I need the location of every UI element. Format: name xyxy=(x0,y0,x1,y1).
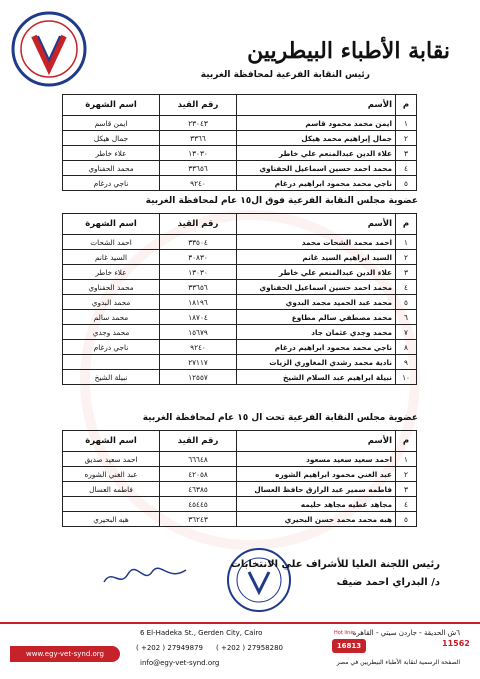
hotline-label: Hot line xyxy=(334,630,354,636)
phone-2: ( +202 ) 27958280 xyxy=(216,644,283,652)
row-index: ٩ xyxy=(396,355,417,370)
row-index: ٤ xyxy=(396,280,417,295)
member-name: محمد احمد حسين اسماعيل الحفناوي xyxy=(237,280,396,295)
registration-number: ٤٢٠٥٨ xyxy=(160,467,237,482)
table-row xyxy=(63,280,417,295)
hotline-badge: 16813 xyxy=(332,639,366,653)
col-number: رقم القيد xyxy=(160,214,237,235)
table-row xyxy=(63,340,417,355)
col-fame: اسم الشهرة xyxy=(63,95,160,116)
col-fame: اسم الشهرة xyxy=(63,431,160,452)
row-index: ٥ xyxy=(396,176,417,191)
members-table-2 xyxy=(62,213,417,385)
member-name: احمد محمد الشحات محمد xyxy=(237,235,396,250)
known-as-name: علاء خاطر xyxy=(63,265,160,280)
registration-number: ٢٧١١٧ xyxy=(160,355,237,370)
known-as-name: محمد سالم xyxy=(63,310,160,325)
handwritten-signature xyxy=(100,564,190,590)
table-row xyxy=(63,161,417,176)
known-as-name xyxy=(63,497,160,512)
members-table-1 xyxy=(62,94,417,191)
signature-name: د/ البدراي احمد ضيف xyxy=(336,577,440,588)
member-name: السيد ابراهيم السيد غانم xyxy=(237,250,396,265)
col-number: رقم القيد xyxy=(160,431,237,452)
row-index: ٢ xyxy=(396,467,417,482)
registration-number: ٣٣٥٠٤ xyxy=(160,235,237,250)
table-row xyxy=(63,295,417,310)
table-row xyxy=(63,146,417,161)
row-index: ٦ xyxy=(396,310,417,325)
col-idx: م xyxy=(396,95,417,116)
row-index: ٥ xyxy=(396,512,417,527)
row-index: ٨ xyxy=(396,340,417,355)
facebook-page-text: الصفحة الرسمية لنقابة الأطباء البيطريين في مصر xyxy=(336,659,460,666)
row-index: ١٠ xyxy=(396,370,417,385)
row-index: ٢ xyxy=(396,250,417,265)
registration-number: ١٢٥٥٧ xyxy=(160,370,237,385)
member-name: فاطمه سمير عبد الرازق حافظ العسال xyxy=(237,482,396,497)
table-row xyxy=(63,467,417,482)
website-link[interactable]: www.egy-vet-synd.org xyxy=(10,646,120,662)
known-as-name xyxy=(63,355,160,370)
known-as-name: محمد البدوي xyxy=(63,295,160,310)
registration-number: ١٨١٩٦ xyxy=(160,295,237,310)
member-name: محمد مصطفي سالم مطاوع xyxy=(237,310,396,325)
col-fame: اسم الشهرة xyxy=(63,214,160,235)
letterhead xyxy=(0,0,480,92)
registration-number: ١٣٠٣٠ xyxy=(160,265,237,280)
facebook-number: 11562 xyxy=(442,639,470,648)
col-idx: م xyxy=(396,431,417,452)
row-index: ٤ xyxy=(396,497,417,512)
col-name: الأسم xyxy=(237,214,396,235)
table-row xyxy=(63,265,417,280)
known-as-name: احمد الشحات xyxy=(63,235,160,250)
known-as-name: جمال هيكل xyxy=(63,131,160,146)
table-row xyxy=(63,355,417,370)
col-number: رقم القيد xyxy=(160,95,237,116)
org-name: نقابة الأطباء البيطريين xyxy=(247,38,450,64)
row-index: ٣ xyxy=(396,482,417,497)
member-name: عبد الغني محمود ابراهيم الشوره xyxy=(237,467,396,482)
table-row xyxy=(63,176,417,191)
member-name: علاء الدين عبدالمنعم علي خاطر xyxy=(237,265,396,280)
signature-title: رئيس اللجنة العليا للأشراف علي الانتخابات xyxy=(230,559,440,570)
members-table-3 xyxy=(62,430,417,527)
known-as-name: احمد سعيد صديق xyxy=(63,452,160,467)
registration-number: ٣٦٢٤٣ xyxy=(160,512,237,527)
known-as-name: علاء خاطر xyxy=(63,146,160,161)
known-as-name: عبد الغني الشوره xyxy=(63,467,160,482)
known-as-name: ايمن قاسم xyxy=(63,116,160,131)
registration-number: ٣٣٦٥٦ xyxy=(160,161,237,176)
signature-block xyxy=(231,556,440,592)
row-index: ٧ xyxy=(396,325,417,340)
row-index: ١ xyxy=(396,235,417,250)
table-row xyxy=(63,370,417,385)
registration-number: ١٨٧٠٤ xyxy=(160,310,237,325)
table-row xyxy=(63,325,417,340)
table-row xyxy=(63,131,417,146)
table-row xyxy=(63,512,417,527)
row-index: ٤ xyxy=(396,161,417,176)
member-name: هبه محمد محمد حسن البحيري xyxy=(237,512,396,527)
col-name: الأسم xyxy=(237,95,396,116)
registration-number: ٣٣٦٦ xyxy=(160,131,237,146)
registration-number: ٤٥٤٤٥ xyxy=(160,497,237,512)
address-en: 6 El-Hadeka St., Gerden City, Cairo xyxy=(140,629,263,637)
phone-1: ( +202 ) 27949879 xyxy=(136,644,203,652)
table-row xyxy=(63,482,417,497)
row-index: ٢ xyxy=(396,131,417,146)
table-row xyxy=(63,497,417,512)
table-row xyxy=(63,235,417,250)
known-as-name: محمد الحفناوي xyxy=(63,280,160,295)
registration-number: ٢٣٠٤٣ xyxy=(160,116,237,131)
member-name: ايمن محمد محمود قاسم xyxy=(237,116,396,131)
member-name: ناجي محمد محمود ابراهيم درغام xyxy=(237,340,396,355)
address-ar: ٦ش الحديقة - جاردن سيتي - القاهرة xyxy=(352,629,460,637)
member-name: مجاهد عطيه مجاهد حليمه xyxy=(237,497,396,512)
org-subtitle: رئيس النقابة الفرعية لمحافظة الغربية xyxy=(200,70,370,80)
known-as-name: محمد وجدي xyxy=(63,325,160,340)
registration-number: ١٥٦٧٩ xyxy=(160,325,237,340)
syndicate-logo xyxy=(10,10,88,88)
member-name: محمد احمد حسين اسماعيل الحفناوي xyxy=(237,161,396,176)
registration-number: ٤٦٣٨٥ xyxy=(160,482,237,497)
row-index: ٣ xyxy=(396,265,417,280)
known-as-name: ناجي درغام xyxy=(63,340,160,355)
row-index: ٣ xyxy=(396,146,417,161)
section-title-3: عضوية مجلس النقابة الفرعية تحت ال ١٥ عام لمحافظة الغربية xyxy=(142,413,418,423)
table-row xyxy=(63,310,417,325)
member-name: محمد عبد الحميد محمد البدوي xyxy=(237,295,396,310)
registration-number: ٦٦٦٤٨ xyxy=(160,452,237,467)
known-as-name: نبيلة الشيخ xyxy=(63,370,160,385)
member-name: نبيلة ابراهيم عبد السلام الشيخ xyxy=(237,370,396,385)
member-name: محمد وجدي عثمان جاد xyxy=(237,325,396,340)
known-as-name: هبه البحيري xyxy=(63,512,160,527)
registration-number: ٩٢٤٠ xyxy=(160,176,237,191)
member-name: احمد سعيد سعيد مسعود xyxy=(237,452,396,467)
registration-number: ٩٢٤٠ xyxy=(160,340,237,355)
member-name: ناجي محمد محمود ابراهيم درغام xyxy=(237,176,396,191)
row-index: ١ xyxy=(396,116,417,131)
known-as-name: محمد الحفناوي xyxy=(63,161,160,176)
row-index: ١ xyxy=(396,452,417,467)
col-name: الأسم xyxy=(237,431,396,452)
email[interactable]: info@egy-vet-synd.org xyxy=(140,659,220,667)
col-idx: م xyxy=(396,214,417,235)
table-row xyxy=(63,452,417,467)
member-name: نادية محمد رشدي المغاوري الزيات xyxy=(237,355,396,370)
member-name: جمال إبراهيم محمد هيكل xyxy=(237,131,396,146)
footer-divider xyxy=(0,622,480,624)
known-as-name: ناجي درغام xyxy=(63,176,160,191)
known-as-name: السيد غانم xyxy=(63,250,160,265)
table-row xyxy=(63,250,417,265)
table-row xyxy=(63,116,417,131)
registration-number: ٣٣٦٥٦ xyxy=(160,280,237,295)
registration-number: ١٣٠٣٠ xyxy=(160,146,237,161)
member-name: علاء الدين عبدالمنعم علي خاطر xyxy=(237,146,396,161)
row-index: ٥ xyxy=(396,295,417,310)
known-as-name: فاطمه العسال xyxy=(63,482,160,497)
section-title-2: عضوية مجلس النقابة الفرعية فوق ال١٥ عام لمحافظة الغربية xyxy=(145,196,418,206)
registration-number: ٣٠٨٣٠ xyxy=(160,250,237,265)
